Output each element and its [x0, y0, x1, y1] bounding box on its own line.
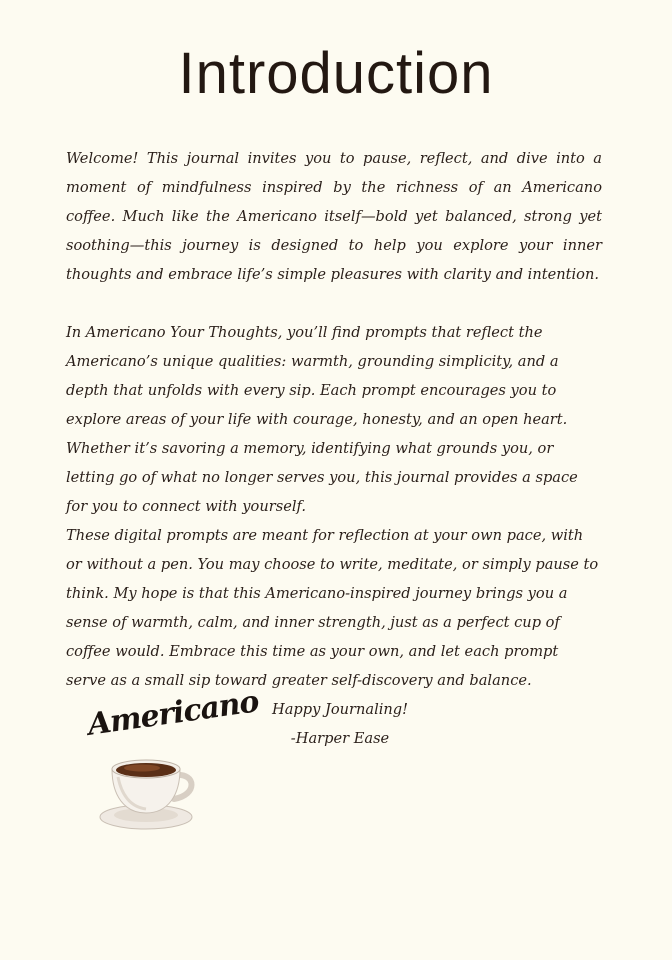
intro-paragraph-1: Welcome! This journal invites you to pause, reflect, and dive into a moment of mindfulness inspired by the richness of an Americano coffee. Much like the Americano itself—bold yet balanced, strong yet soothing—this journey is designed to help you explore your inner thoughts and embrace life’s simple pleasures with clarity and intention.: [66, 150, 602, 283]
coffee-cup-icon: [98, 755, 202, 839]
intro-paragraph-3: These digital prompts are meant for reflection at your own pace, with or without a pen. You may choose to write, meditate, or simply pause to think. My hope is that this Americano-inspired journey brings you a sense of warmth, calm, and inner strength, just as a perfect cup of coffee would. Embrace this time as your own, and let each prompt serve as a small sip toward greater self-discovery and balance.: [66, 527, 599, 689]
page-title: Introduction: [178, 41, 494, 106]
author-signature: -Harper Ease: [290, 730, 390, 747]
closing-greeting: Happy Journaling!: [271, 701, 409, 718]
intro-paragraph-2: In Americano Your Thoughts, you’ll find prompts that reflect the Americano’s unique qualities: warmth, grounding simplicity, and a depth that unfolds with every sip. Each prompt encourages you to explore areas of your life with courage, honesty, and an open heart. Whether it’s savoring a memory, identifying what grounds you, or letting go of what no longer serves you, this journal provides a space for you to connect with yourself.: [66, 324, 578, 515]
americano-logo-text: Americano: [85, 684, 261, 743]
